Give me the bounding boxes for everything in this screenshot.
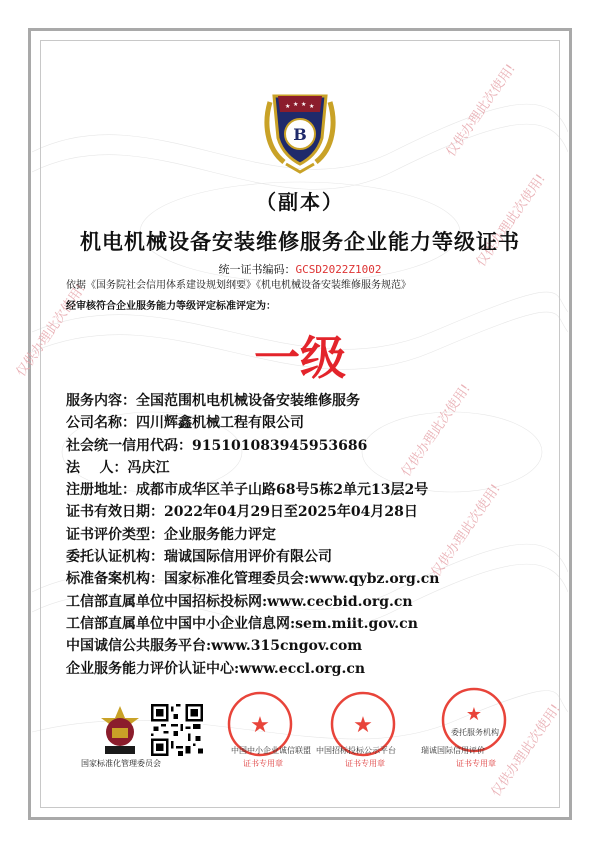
field-value: 冯庆江 — [127, 459, 170, 476]
watermark: 仅供办理此次使用! — [473, 171, 549, 270]
field-value: 国家标准化管理委员会:www.qybz.org.cn — [164, 571, 440, 588]
seal-tag: 证书专用章 — [243, 759, 283, 768]
seal-caption: 中国招标投标公示平台 — [316, 746, 396, 755]
field-value: sem.miit.gov.cn — [295, 615, 418, 632]
seal-inner-text: 委托服务机构 — [451, 728, 499, 737]
svg-text:B: B — [293, 125, 307, 144]
field-label: 法 人： — [66, 459, 128, 476]
field-row — [66, 457, 546, 479]
certificate-number — [0, 261, 600, 277]
certificate-emblem — [256, 82, 344, 174]
field-row — [66, 613, 546, 635]
field-row — [66, 435, 546, 457]
field-row — [66, 591, 546, 613]
basis-text: 依据《国务院社会信用体系建设规划纲要》《机电机械设备安装维修服务规范》 — [66, 280, 411, 291]
field-value: 成都市成华区羊子山路68号5栋2单元13层2号 — [136, 482, 429, 499]
field-label: 标准备案机构： — [66, 571, 164, 588]
field-row — [66, 412, 546, 434]
svg-text:★: ★ — [465, 704, 483, 725]
field-label: 委托认证机构： — [66, 549, 164, 566]
field-label: 企业服务能力评价认证中心: — [66, 660, 240, 677]
field-label: 工信部直属单位中国中小企业信息网: — [66, 615, 296, 632]
field-label: 证书评价类型： — [66, 526, 164, 543]
field-label: 中国诚信公共服务平台: — [66, 638, 212, 655]
field-value: 企业服务能力评定 — [164, 526, 276, 543]
national-caption: 国家标准化管理委员会 — [81, 759, 161, 768]
field-label: 公司名称： — [66, 415, 136, 432]
field-row — [66, 524, 546, 546]
seal-stamp — [440, 686, 508, 754]
field-value: www.cecbid.org.cn — [267, 593, 413, 610]
svg-text:★: ★ — [293, 101, 299, 108]
certificate-number-value: GCSD2022Z1002 — [295, 263, 382, 276]
field-label: 社会统一信用代码： — [66, 437, 192, 454]
field-label: 工信部直属单位中国招标投标网: — [66, 593, 268, 610]
field-row — [66, 635, 546, 657]
certificate-fields — [66, 390, 546, 680]
qr-code[interactable] — [151, 704, 203, 756]
svg-text:★: ★ — [301, 101, 307, 108]
review-text: 经审核符合企业服务能力等级评定标准评定为： — [66, 301, 276, 312]
national-emblem-icon — [95, 704, 145, 758]
field-value: www.315cngov.com — [211, 638, 363, 655]
seal-caption: 中国中小企业诚信联盟 — [231, 746, 311, 755]
field-row — [66, 479, 546, 501]
watermark: 仅供办理此次使用! — [13, 281, 89, 380]
grade-level: 一级 — [254, 331, 346, 385]
field-label: 注册地址： — [66, 482, 136, 499]
watermark: 仅供办理此次使用! — [488, 701, 564, 800]
field-row — [66, 568, 546, 590]
field-value: 四川辉鑫机械工程有限公司 — [136, 415, 304, 432]
certificate-number-label: 统一证书编码： — [218, 263, 296, 276]
field-row — [66, 546, 546, 568]
seal-tag: 证书专用章 — [345, 759, 385, 768]
field-label: 服务内容： — [66, 393, 136, 409]
field-value: 2022年04月29日至2025年04月28日 — [164, 504, 418, 521]
seal-tag: 证书专用章 — [456, 759, 496, 768]
watermark: 仅供办理此次使用! — [398, 381, 474, 480]
watermark: 仅供办理此次使用! — [428, 481, 504, 580]
svg-text:★: ★ — [285, 103, 291, 110]
certificate-title: 机电机械设备安装维修服务企业能力等级证书 — [80, 229, 520, 254]
svg-text:★: ★ — [353, 713, 373, 738]
seal-caption: 瑞诚国际信用评价 — [421, 746, 485, 755]
field-value: 瑞诚国际信用评价有限公司 — [164, 549, 332, 566]
field-row — [66, 390, 546, 412]
field-value: www.eccl.org.cn — [239, 660, 366, 677]
field-label: 证书有效日期： — [66, 504, 164, 521]
watermark: 仅供办理此次使用! — [443, 61, 519, 160]
field-value: 全国范围机电机械设备安装维修服务 — [136, 393, 360, 409]
copy-label: （副本） — [256, 190, 344, 214]
field-row — [66, 658, 546, 680]
field-row — [66, 501, 546, 523]
svg-text:★: ★ — [309, 103, 315, 110]
svg-text:★: ★ — [250, 713, 270, 738]
field-value: 915101083945953686 — [192, 437, 368, 454]
